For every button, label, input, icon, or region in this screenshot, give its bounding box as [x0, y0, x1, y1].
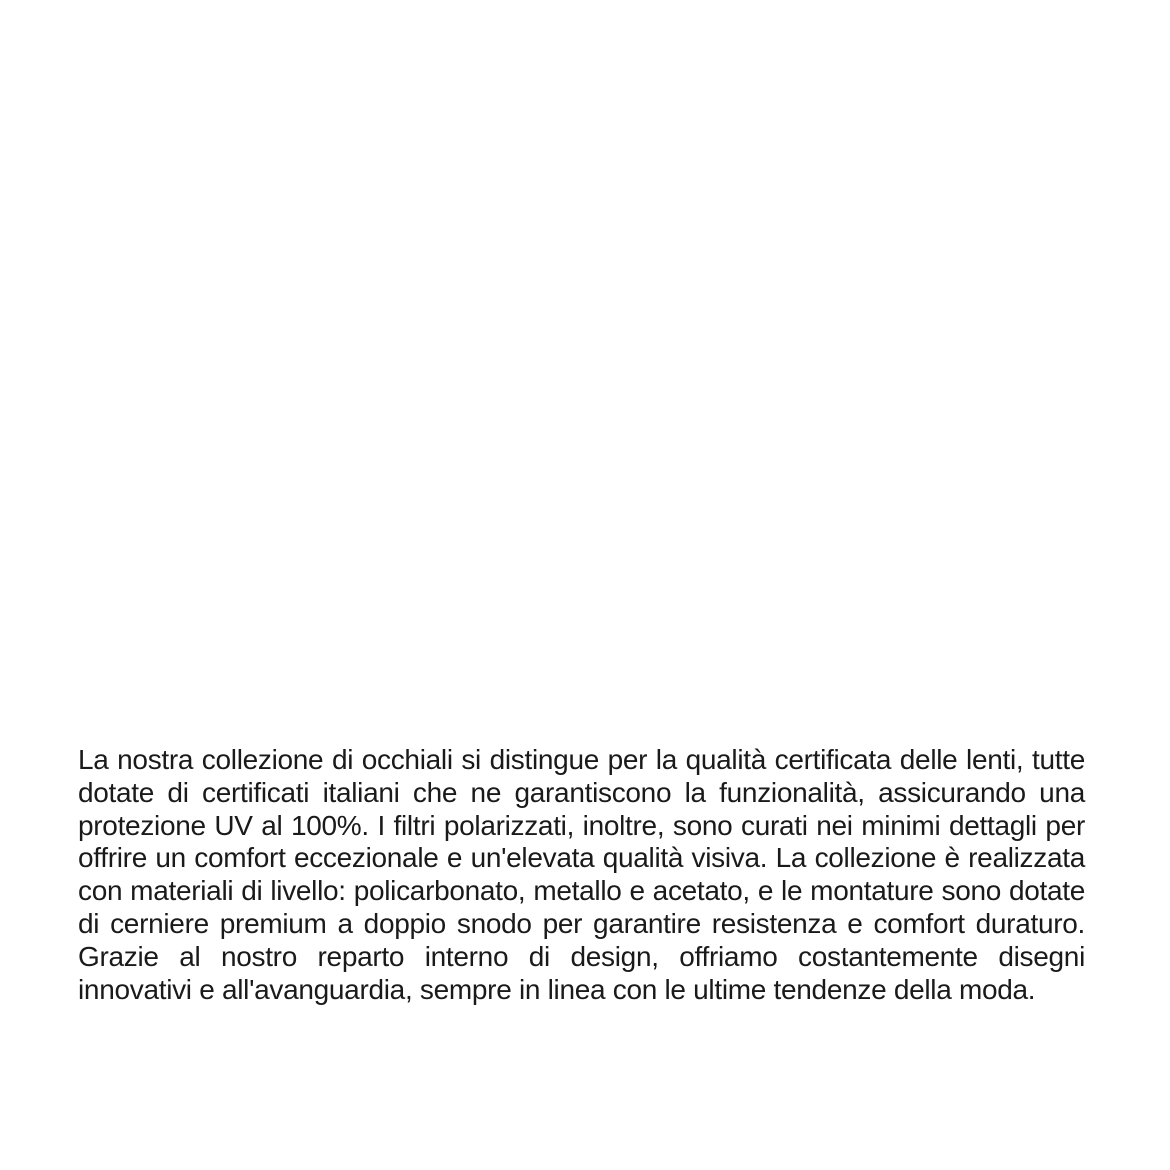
collection-description: La nostra collezione di occhiali si distingue per la qualità certificata delle lenti, tutte dotate di certificati italiani che ne garantiscono la funzionalità, assicurando una protezione UV al 100%. I filtri polarizzati, inoltre, sono curati nei minimi dettagli per offrire un comfort eccezionale e un'elevata qualità visiva. La collezione è realizzata con materiali di livello: policarbonato, metallo e acetato, e le montature sono dotate di cerniere premium a doppio snodo per garantire resistenza e comfort duraturo. Grazie al nostro reparto interno di design, offriamo costantemente disegni innovativi e all'avanguardia, sempre in linea con le ultime tendenze della moda. [78, 744, 1085, 1005]
